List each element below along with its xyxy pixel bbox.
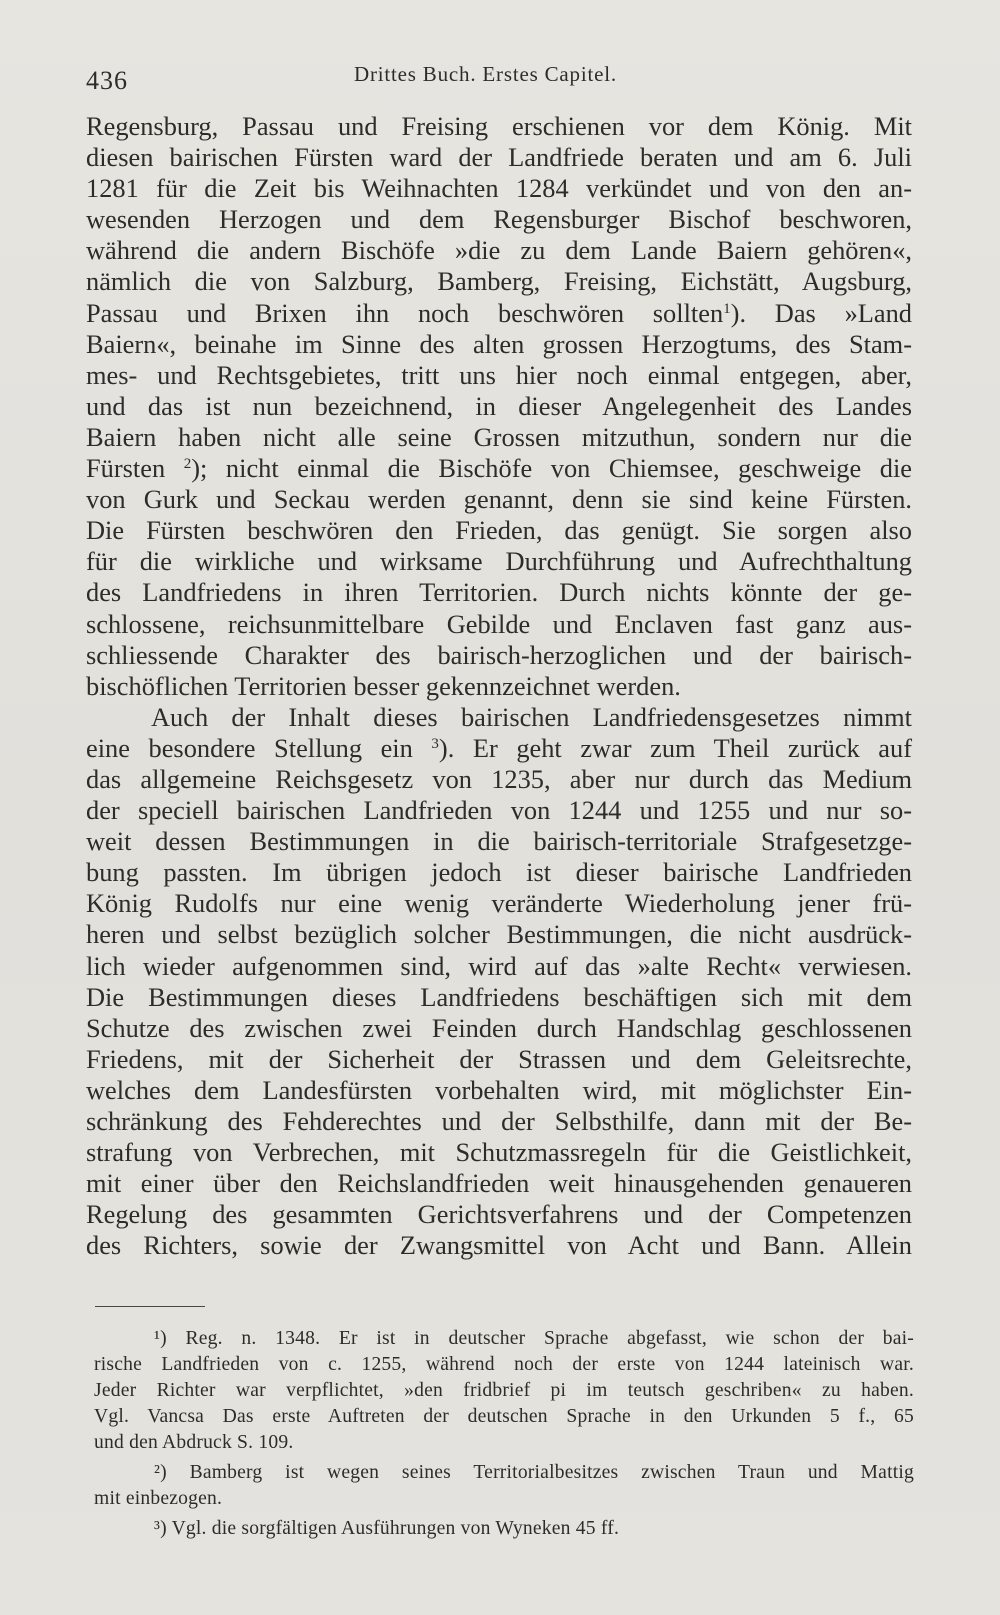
text-segment: Fürsten	[86, 453, 166, 484]
text-line: schränkung des Fehderechtes und der Selbsthilfe, dann mit der Be-	[86, 1106, 912, 1136]
footnote-ref: 1	[723, 300, 731, 317]
text-line: des Landfriedens in ihren Territorien. Durch nichts könnte der ge-	[86, 577, 912, 608]
footnote-line: und den Abdruck S. 109.	[94, 1432, 294, 1453]
text-line: für die wirkliche und wirksame Durchführung und Aufrechthaltung	[86, 546, 912, 577]
footnote-divider	[95, 1306, 205, 1307]
text-line: von Gurk und Seckau werden genannt, denn sie sind keine Fürsten.	[86, 484, 912, 515]
footnote-3	[94, 1516, 914, 1542]
text-line: welches dem Landesfürsten vorbehalten wird, mit möglichster Ein-	[86, 1074, 912, 1105]
text-line	[86, 298, 912, 329]
text-line: schliessende Charakter des bairisch-herzoglichen und der bairisch-	[86, 639, 912, 670]
text-line: wesenden Herzogen und dem Regensburger Bischof beschworen,	[86, 204, 912, 235]
text-line: Die Fürsten beschwören den Frieden, das genügt. Sie sorgen also	[86, 515, 912, 546]
footnote-1	[94, 1326, 914, 1352]
text-line: Schutze des zwischen zwei Feinden durch Handschlag geschlossenen	[86, 1012, 912, 1043]
footnote-2	[94, 1460, 914, 1486]
footnote-marker: ¹)	[154, 1328, 167, 1349]
text-segment: ). Das »Land	[730, 297, 912, 328]
text-segment: Passau und Brixen ihn noch beschwören sollten	[86, 297, 724, 328]
text-line: König Rudolfs nur eine wenig veränderte Wiederholung jener frü-	[86, 888, 912, 919]
text-line: das allgemeine Reichsgesetz von 1235, aber nur durch das Medium	[86, 763, 912, 794]
text-line: Baiern«, beinahe im Sinne des alten grossen Herzogtums, des Stam-	[86, 328, 912, 359]
text-line: während die andern Bischöfe »die zu dem Lande Baiern gehören«,	[86, 235, 912, 266]
text-line: der speciell bairischen Landfrieden von 1244 und 1255 und nur so-	[86, 795, 912, 826]
text-segment: eine besondere Stellung ein	[86, 732, 413, 763]
text-line: mit einer über den Reichslandfrieden weit hinausgehenden genaueren	[86, 1168, 912, 1199]
footnote-line: Vgl. Vancsa Das erste Auftreten der deutschen Sprache in den Urkunden 5 f., 65	[94, 1406, 914, 1427]
text-line: Regensburg, Passau und Freising erschienen vor dem König. Mit	[86, 111, 912, 141]
text-line: nämlich die von Salzburg, Bamberg, Freising, Eichstätt, Augsburg,	[86, 266, 912, 297]
text-line: weit dessen Bestimmungen in die bairisch-territoriale Strafgesetzge-	[86, 826, 912, 857]
paragraph-first-line: Auch der Inhalt dieses bairischen Landfriedensgesetzes nimmt	[151, 701, 912, 732]
footnote-marker: ²)	[154, 1462, 167, 1483]
footnote-text: Reg. n. 1348. Er ist in deutscher Sprache abgefasst, wie schon der bai-	[185, 1328, 914, 1349]
text-line: mes- und Rechtsgebietes, tritt uns hier noch einmal entgegen, aber,	[86, 359, 912, 390]
text-line: Friedens, mit der Sicherheit der Strassen und dem Geleitsrechte,	[86, 1043, 912, 1074]
text-line: des Richters, sowie der Zwangsmittel von Acht und Bann. Allein	[86, 1230, 912, 1261]
text-segment: ); nicht einmal die Bischöfe von Chiemsee, geschweige die	[191, 453, 912, 484]
text-line: bischöflichen Territorien besser gekennzeichnet werden.	[86, 670, 681, 701]
text-line: und das ist nun bezeichnend, in dieser Angelegenheit des Landes	[86, 390, 912, 421]
footnote-ref: 3	[431, 735, 439, 752]
text-line: schlossene, reichsunmittelbare Gebilde und Enclaven fast ganz aus-	[86, 608, 912, 639]
text-line: heren und selbst bezüglich solcher Bestimmungen, die nicht ausdrück-	[86, 919, 912, 950]
main-text	[86, 111, 912, 1261]
text-line: lich wieder aufgenommen sind, wird auf das »alte Recht« verwiesen.	[86, 950, 912, 981]
text-line: Baiern haben nicht alle seine Grossen mitzuthun, sondern nur die	[86, 421, 912, 452]
text-line: diesen bairischen Fürsten ward der Landfriede beraten und am 6. Juli	[86, 142, 912, 173]
footnote-text: Vgl. die sorgfältigen Ausführungen von Wyneken 45 ff.	[171, 1518, 620, 1539]
text-line: 1281 für die Zeit bis Weihnachten 1284 verkündet und von den an-	[86, 173, 912, 204]
footnote-ref: 2	[183, 456, 192, 473]
text-segment: ). Er geht zwar zum Theil zurück auf	[438, 732, 912, 763]
footnote-marker: ³)	[154, 1518, 167, 1539]
text-line: strafung von Verbrechen, mit Schutzmassregeln für die Geistlichkeit,	[86, 1137, 912, 1168]
footnotes	[94, 1326, 914, 1542]
footnote-line: Jeder Richter war verpflichtet, »den fridbrief pi im teutsch geschriben« zu haben.	[94, 1380, 914, 1401]
text-line: bung passten. Im übrigen jedoch ist dieser bairische Landfrieden	[86, 857, 912, 888]
page-number: 436	[86, 66, 128, 95]
text-line	[86, 733, 912, 764]
text-line: Regelung des gesammten Gerichtsverfahrens und der Competenzen	[86, 1199, 912, 1230]
footnote-text: Bamberg ist wegen seines Territorialbesitzes zwischen Traun und Mattig	[189, 1462, 914, 1483]
running-head: Drittes Buch. Erstes Capitel.	[354, 62, 617, 86]
text-line	[86, 453, 912, 484]
text-line: Die Bestimmungen dieses Landfriedens beschäftigen sich mit dem	[86, 981, 912, 1012]
footnote-line: mit einbezogen.	[94, 1488, 223, 1509]
page-header	[86, 60, 910, 96]
footnote-line: rische Landfrieden von c. 1255, während noch der erste von 1244 lateinisch war.	[94, 1354, 914, 1375]
